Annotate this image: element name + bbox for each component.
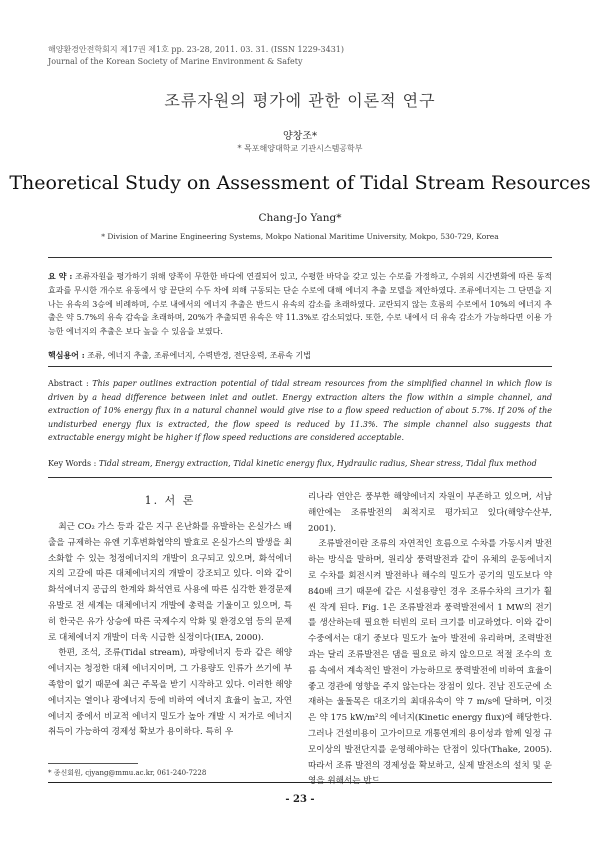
footnote: * 종신회원, cjyang@mmu.ac.kr, 061-240-7228 [48,769,207,777]
divider-bottom [48,477,552,478]
footnote-divider [48,763,138,764]
keywords-korean-label: 핵심용어 : [48,350,85,360]
keywords-english-label: Key Words : [48,459,97,468]
keywords-english-text: Tidal stream, Energy extraction, Tidal kinetic energy flux, Hydraulic radius, Shear stress, Tidal flux method [98,459,537,468]
keywords-korean-text: 조류, 에너지 추출, 조류에너지, 수력반경, 전단응력, 조류속 기법 [87,351,311,360]
left-column [48,520,292,741]
affiliation-korean: * 목포해양대학교 기관시스템공학부 [237,144,363,153]
right-column [308,490,552,790]
section-title: 1. 서 론 [144,494,196,507]
page-number-divider [48,782,552,783]
author-english: Chang-Jo Yang* [258,212,342,224]
abstract-korean-label: 요 약 : [48,271,73,281]
author-korean: 양창조* [283,131,317,142]
paragraph: 리나라 연안은 풍부한 해양에너지 자원이 부존하고 있으며, 서남해안에는 조류발전의 최적지로 평가되고 있다(해양수산부, 2001). [308,492,552,534]
keywords-korean [48,350,552,361]
journal-citation: 해양환경안전학회지 제17권 제1호 pp. 23-28, 2011. 03. 31. (ISSN 1229-3431) [48,45,345,54]
paragraph: 최근 CO₂ 가스 등과 같은 지구 온난화를 유발하는 온실가스 배출을 규제하는 유엔 기후변화협약의 발효로 온실가스의 발생을 최소화할 수 있는 청정에너지의 개발이 요구되고 있으며, 화석에너지의 고갈에 따른 대체에너지의 개발이 강조되고 있다. 이와 같이 화석에너지 공급의 한계와 화석연료 사용에 따른 심각한 환경문제 유발로 전 세계는 대체에너지 개발에 총력을 기울이고 있으며, 특히 한국은 유가 상승에 따른 국제수지 악화 및 환경오염 등의 문제로 대체에너지 개발이 더욱 시급한 실정이다(IEA, 2000). [48,522,292,643]
abstract-english [48,377,552,445]
journal-name: Journal of the Korean Society of Marine Environment & Safety [48,57,303,66]
affiliation-english: * Division of Marine Engineering Systems, Mokpo National Maritime University, Mokpo, 530-729, Korea [101,232,499,241]
paragraph: 조류발전이란 조류의 자연적인 흐름으로 수차를 가동시켜 발전하는 방식을 말하며, 원리상 풍력발전과 같이 유체의 운동에너지로 수차를 회전시켜 발전하나 해수의 밀도가 공기의 밀도보다 약 840배 크기 때문에 같은 시설용량인 경우 조류수차의 크기가 훨씬 작게 된다. Fig. 1은 조류발전과 풍력발전에서 1 MW의 전기를 생산하는데 필요한 터빈의 로터 크기를 비교하였다. 이와 같이 수중에서는 대기 중보다 밀도가 높아 발전에 유리하며, 조력발전과는 달리 조류발전은 댐을 필요로 하지 않으므로 적절 조수의 흐름 속에서 계속적인 발전이 가능하므로 풍력발전에 비하여 효율이 좋고 경관에 영향을 주지 않는다는 장점이 있다. 진남 진도군에 소재하는 울돌목은 대조기의 최대유속이 약 7 m/s에 달하며, 이것은 약 175 kW/m²의 에너지(Kinetic energy flux)에 해당한다. 그러나 건설비용이 고가이므로 개통연계의 용이성과 함께 일정 규모이상의 발전단지를 운영해야하는 단점이 있다(Thake, 2005). 따라서 조류 발전의 경제성을 확보하고, 실제 발전소의 설치 및 운 [308,539,552,771]
title-english: Theoretical Study on Assessment of Tidal Stream Resources [9,172,591,194]
abstract-korean-text: 조류자원을 평가하기 위해 양쪽이 무한한 바다에 연결되어 있고, 수평한 바닥을 갖고 있는 수로를 가정하고, 수위의 시간변화에 따른 동적효과를 무시한 개수로 유동에서 양 끝단의 수두 차에 의해 구동되는 단순 수로에 대해 에너지 추출 모델을 제안하였다. 조류에너지는 그 단면을 지나는 유속의 3승에 비례하며, 수로 내에서의 에너지 추출은 반드시 유속의 감소를 초래하였다. 교란되지 않는 흐름의 수로에서 10%의 에너지 추출은 약 5.7%의 유속 감속을 초래하며, 20%가 추출되면 유속은 약 11.3%로 감소되었다. 또한, 수로 내에서 더 유속 감소가 가능하다면 이용 가능한 에너지의 추출은 보다 높을 수 있음을 보였다. [48,272,552,337]
journal-header [48,44,344,68]
divider-mid [48,366,552,367]
abstract-korean [48,270,552,339]
page-number: - 23 - [285,794,315,805]
abstract-english-text: This paper outlines extraction potential of tidal stream resources from the simplified channel in which flow is driven by a head difference between inlet and outlet. Energy extraction alters the flow within a simple channel, and extraction of 10% energy flux in a natural channel would give rise to a flow speed reduction of about 5.7%. If 20% of the undisturbed energy flux is extracted, the flow speed is reduced by 11.3%. The simple channel also suggests that extractable energy might be higher if flow speed reductions are considered acceptable. [48,379,553,443]
paragraph: 한편, 조석, 조류(Tidal stream), 파랑에너지 등과 같은 해양에너지는 청정한 대체 에너지이며, 그 가용량도 인류가 쓰기에 부족함이 없기 때문에 최근 주목을 받기 시작하고 있다. 이러한 해양에너지는 열이나 광에너지 등에 비하여 에너지 효율이 높고, 자연에너지 중에서 비교적 에너지 밀도가 높아 개발 시 저가로 에너지 취득이 가능하여 경제성 확보가 용이하다. 특히 우 [48,648,292,738]
divider-top [48,257,552,258]
keywords-english [48,459,552,468]
abstract-english-label: Abstract : [48,379,89,388]
title-korean: 조류자원의 평가에 관한 이론적 연구 [164,91,436,110]
